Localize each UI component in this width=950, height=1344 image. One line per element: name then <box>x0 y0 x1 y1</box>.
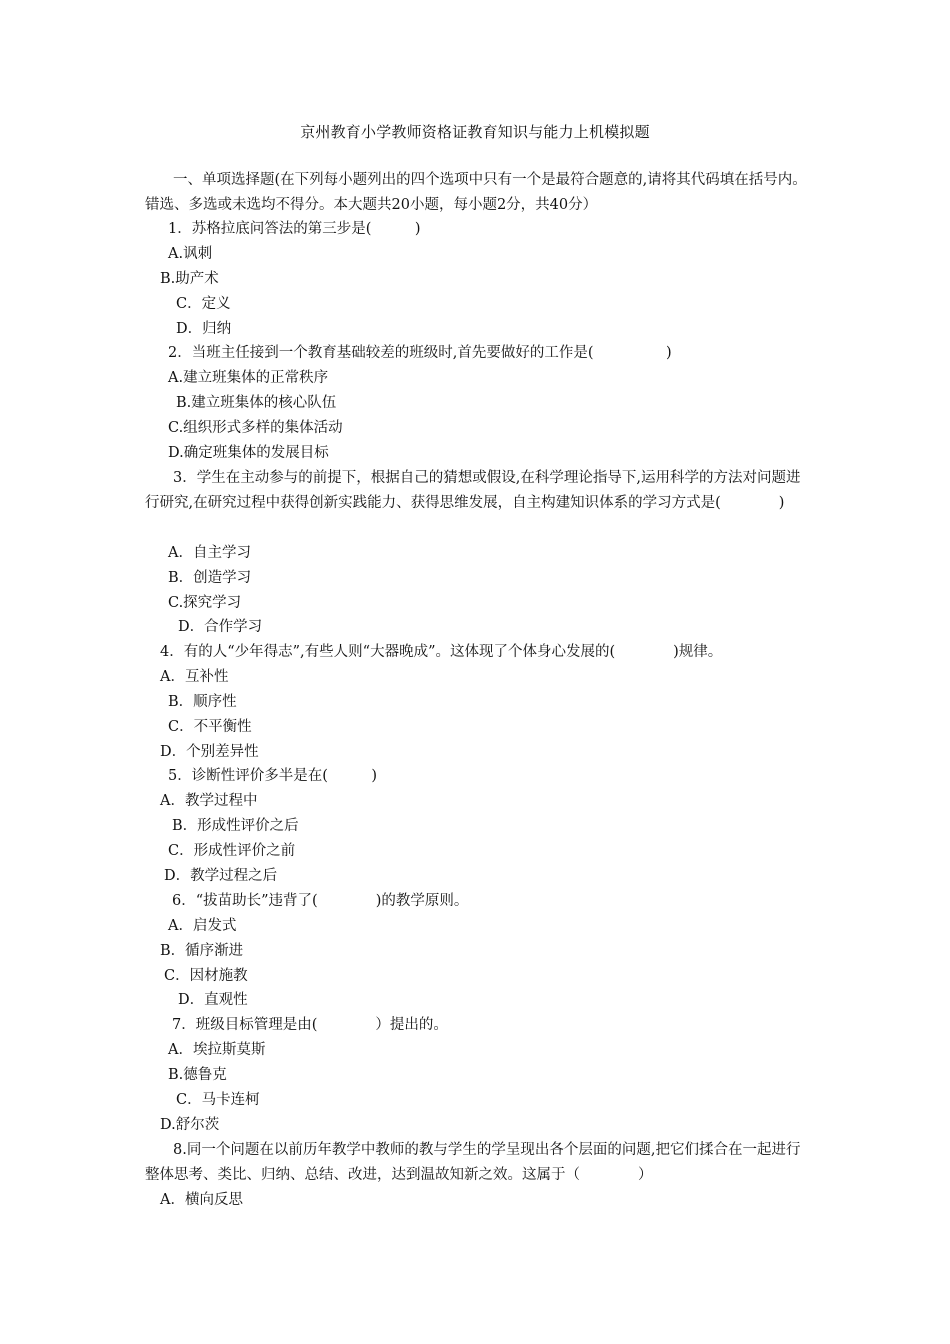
question-5-option-c: C．形成性评价之前 <box>168 843 296 859</box>
question-6-stem: 6．“拔苗助长”违背了( )的教学原则。 <box>172 893 469 909</box>
question-6-option-b: B．循序渐进 <box>160 943 244 959</box>
question-2-stem: 2．当班主任接到一个教育基础较差的班级时,首先要做好的工作是( ) <box>168 345 672 361</box>
question-7-option-d: D.舒尔茨 <box>160 1117 220 1133</box>
question-7-option-a: A．埃拉斯莫斯 <box>168 1042 266 1058</box>
question-5-option-a: A．教学过程中 <box>160 793 258 809</box>
question-8-stem: 8.同一个问题在以前历年教学中教师的教与学生的学呈现出各个层面的问题,把它们揉合在一起进行整体思考、类比、归纳、总结、改进，达到温故知新之效。这属于（ ） <box>145 1142 801 1183</box>
document-title: 京州教育小学教师资格证教育知识与能力上机模拟题 <box>300 123 650 141</box>
question-2-option-b: B.建立班集体的核心队伍 <box>176 395 337 411</box>
question-3-option-d: D．合作学习 <box>178 619 263 635</box>
question-6-option-d: D．直观性 <box>178 992 248 1008</box>
question-3-stem: 3．学生在主动参与的前提下，根据自己的猜想或假设,在科学理论指导下,运用科学的方法对问题进行研究,在研究过程中获得创新实践能力、获得思维发展，自主构建知识体系的学习方式是( ) <box>145 470 801 511</box>
question-1-option-a: A.讽刺 <box>168 246 213 262</box>
question-3-option-c: C.探究学习 <box>168 595 242 611</box>
question-2-option-a: A.建立班集体的正常秩序 <box>168 370 329 386</box>
question-8-option-a: A．横向反思 <box>160 1192 243 1208</box>
question-2-option-c: C.组织形式多样的集体活动 <box>168 420 343 436</box>
question-4-option-b: B．顺序性 <box>168 694 237 710</box>
question-1-option-d: D．归纳 <box>176 321 232 337</box>
question-6-option-a: A．启发式 <box>168 918 237 934</box>
question-7-option-b: B.德鲁克 <box>168 1067 227 1083</box>
question-7-stem: 7．班级目标管理是由( ）提出的。 <box>172 1017 448 1033</box>
question-4-option-c: C．不平衡性 <box>168 719 252 735</box>
question-5-option-b: B．形成性评价之后 <box>172 818 299 834</box>
question-3-option-a: A．自主学习 <box>168 545 251 561</box>
question-4-option-a: A．互补性 <box>160 669 229 685</box>
question-1-option-b: B.助产术 <box>160 271 219 287</box>
question-3-option-b: B．创造学习 <box>168 570 252 586</box>
question-7-option-c: C．马卡连柯 <box>176 1092 260 1108</box>
question-4-stem: 4．有的人“少年得志”,有些人则“大器晚成”。这体现了个体身心发展的( )规律。 <box>160 644 723 660</box>
question-5-option-d: D．教学过程之后 <box>164 868 278 884</box>
question-4-option-d: D．个别差异性 <box>160 744 259 760</box>
question-1-option-c: C．定义 <box>176 296 231 312</box>
section-instructions: 一、单项选择题(在下列每小题列出的四个选项中只有一个是最符合题意的,请将其代码填在括号内。错选、多选或未选均不得分。本大题共20小题，每小题2分，共40分） <box>145 172 807 213</box>
question-6-option-c: C．因材施教 <box>164 968 248 984</box>
question-1-stem: 1．苏格拉底问答法的第三步是( ) <box>168 221 421 237</box>
question-2-option-d: D.确定班集体的发展目标 <box>168 445 329 461</box>
question-5-stem: 5．诊断性评价多半是在( ) <box>168 768 378 784</box>
